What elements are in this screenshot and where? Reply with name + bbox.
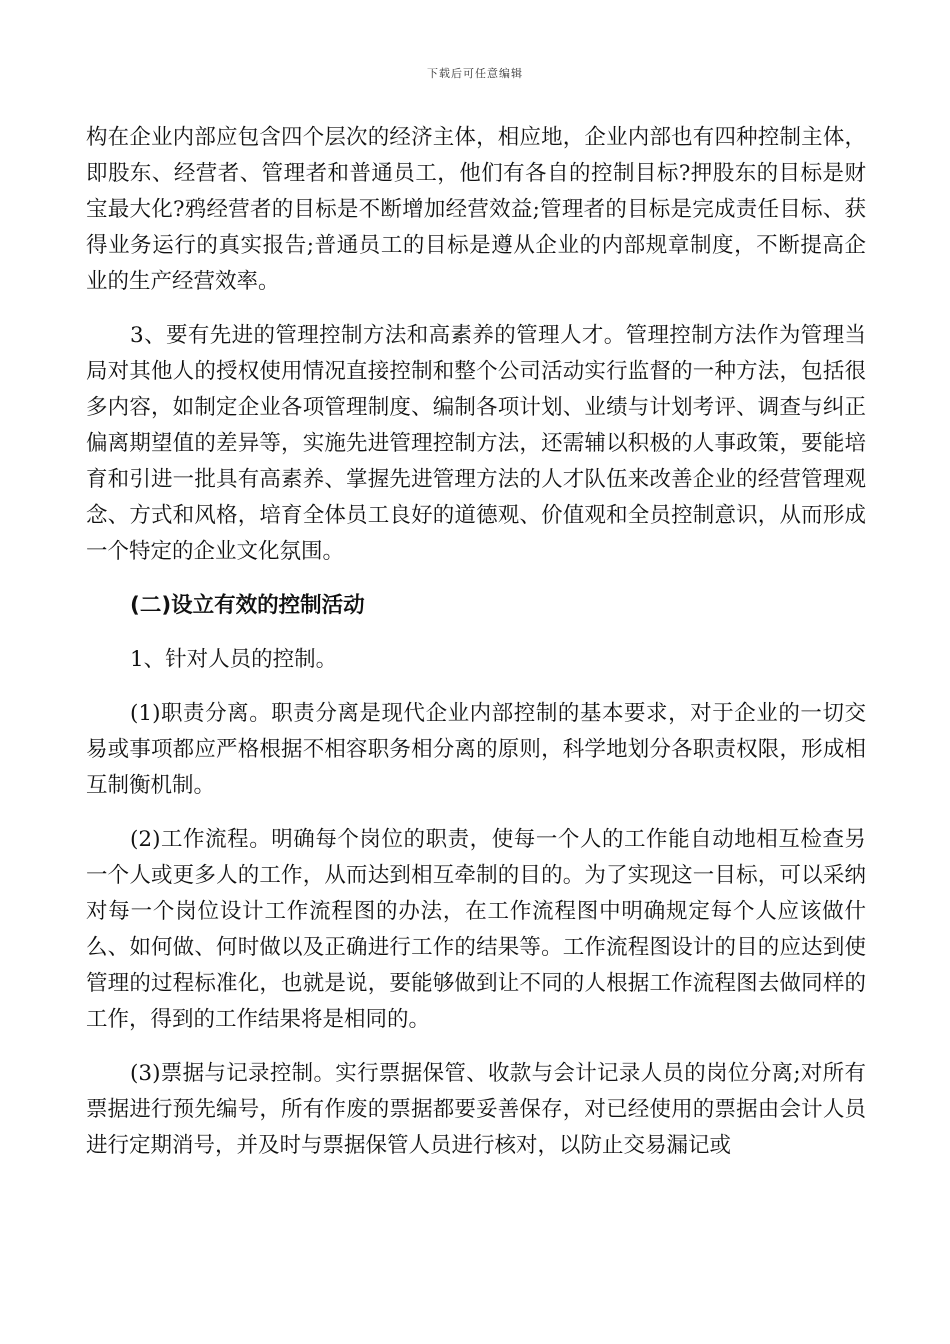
page-header: 下载后可任意编辑 — [427, 67, 523, 80]
paragraph-work-flow: (2)工作流程。明确每个岗位的职责，使每一个人的工作能自动地相互检查另一个人或更多人的工作，从而达到相互牵制的目的。为了实现这一目标，可以采纳对每一个岗位设计工作流程图的办法，在工作流程图中明确规定每个人应该做什么、如何做、何时做以及正确进行工作的结果等。工作流程图设计的目的应达到使管理的过程标准化，也就是说，要能够做到让不同的人根据工作流程图去做同样的工作，得到的工作结果将是相同的。 — [86, 827, 866, 1032]
paragraph-bill-record-control: (3)票据与记录控制。实行票据保管、收款与会计记录人员的岗位分离;对所有票据进行预先编号，所有作废的票据都要妥善保存，对已经使用的票据由会计人员进行定期消号，并及时与票据保管人员进行核对，以防止交易漏记或 — [86, 1061, 866, 1158]
section-heading: (二)设立有效的控制活动 — [130, 593, 365, 618]
paragraph-personnel-control: 1、针对人员的控制。 — [130, 647, 338, 672]
paragraph-control-subjects: 构在企业内部应包含四个层次的经济主体，相应地，企业内部也有四种控制主体，即股东、经营者、管理者和普通员工，他们有各自的控制目标?押股东的目标是财宝最大化?鸦经营者的目标是不断增加经营效益;管理者的目标是完成责任目标、获得业务运行的真实报告;普通员工的目标是遵从企业的内部规章制度，不断提高企业的生产经营效率。 — [86, 125, 866, 294]
document-body — [86, 120, 866, 1164]
paragraph-duty-separation: (1)职责分离。职责分离是现代企业内部控制的基本要求，对于企业的一切交易或事项都应严格根据不相容职务相分离的原则，科学地划分各职责权限，形成相互制衡机制。 — [86, 701, 866, 798]
paragraph-management-methods: 3、要有先进的管理控制方法和高素养的管理人才。管理控制方法作为管理当局对其他人的授权使用情况直接控制和整个公司活动实行监督的一种方法，包括很多内容，如制定企业各项管理制度、编制各项计划、业绩与计划考评、调查与纠正偏离期望值的差异等，实施先进管理控制方法，还需辅以积极的人事政策，要能培育和引进一批具有高素养、掌握先进管理方法的人才队伍来改善企业的经营管理观念、方式和风格，培育全体员工良好的道德观、价值观和全员控制意识，从而形成一个特定的企业文化氛围。 — [86, 323, 866, 564]
